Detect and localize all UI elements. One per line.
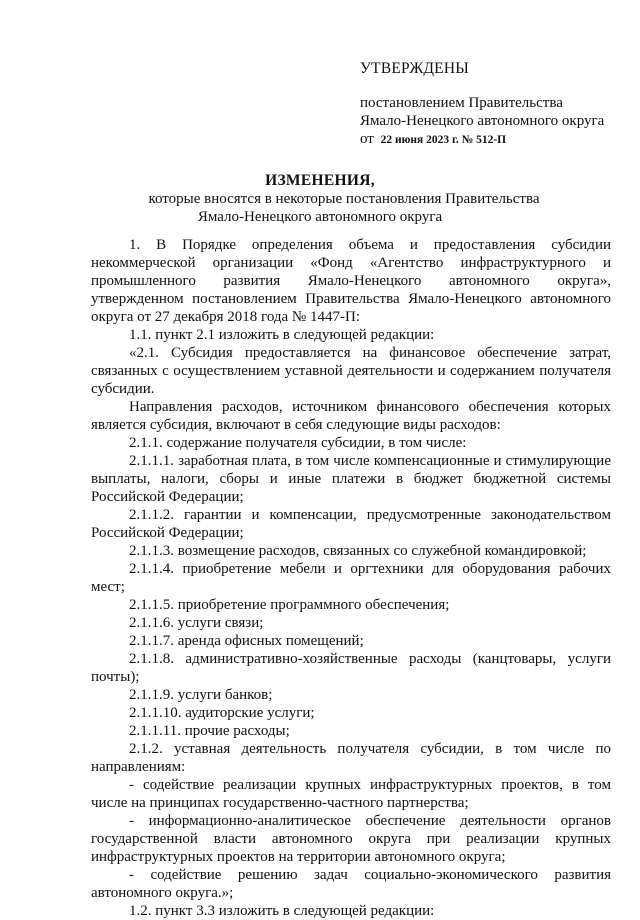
paragraph: - содействие решению задач социально-экономического развития автономного округа.»; <box>91 867 611 901</box>
heading-title: ИЗМЕНЕНИЯ, <box>265 172 375 189</box>
approval-title: УТВЕРЖДЕНЫ <box>360 60 469 77</box>
approval-line-2: Ямало-Ненецкого автономного округа <box>360 113 605 129</box>
document-body <box>91 236 611 920</box>
heading-subtitle-1: которые вносятся в некоторые постановления Правительства <box>148 191 540 207</box>
paragraph: 2.1.2. уставная деятельность получателя субсидии, в том числе по направлениям: <box>91 741 611 775</box>
approval-date-prefix: от <box>360 131 374 147</box>
paragraph: 2.1.1.6. услуги связи; <box>129 615 264 631</box>
approval-date <box>360 130 630 149</box>
paragraph: 2.1.1.4. приобретение мебели и оргтехники для оборудования рабочих мест; <box>91 561 611 595</box>
approval-stamp <box>360 60 630 149</box>
approval-line-1: постановлением Правительства <box>360 95 563 111</box>
paragraph: 2.1.1. содержание получателя субсидии, в том числе: <box>129 435 467 451</box>
paragraph: 2.1.1.10. аудиторские услуги; <box>129 705 315 721</box>
heading-subtitle-2: Ямало-Ненецкого автономного округа <box>197 209 443 225</box>
paragraph: 1.1. пункт 2.1 изложить в следующей редакции: <box>129 327 435 343</box>
paragraph: Направления расходов, источником финансового обеспечения которых является субсидия, включают в себя следующие виды расходов: <box>91 399 611 433</box>
paragraph: 1.2. пункт 3.3 изложить в следующей редакции: <box>129 903 435 919</box>
paragraph: 2.1.1.5. приобретение программного обеспечения; <box>129 597 450 613</box>
paragraph: 2.1.1.1. заработная плата, в том числе компенсационные и стимулирующие выплаты, налоги, сборы и иные платежи в бюджет бюджетной системы Российской Федерации; <box>91 453 611 505</box>
approval-date-value: 22 июня 2023 г. № 512-П <box>380 134 507 146</box>
paragraph: 2.1.1.8. административно-хозяйственные расходы (канцтовары, услуги почты); <box>91 651 611 685</box>
paragraph: - содействие реализации крупных инфраструктурных проектов, в том числе на принципах государственно-частного партнерства; <box>91 777 611 811</box>
paragraph: 2.1.1.7. аренда офисных помещений; <box>129 633 364 649</box>
paragraph: 2.1.1.3. возмещение расходов, связанных со служебной командировкой; <box>129 543 587 559</box>
paragraph: 2.1.1.11. прочие расходы; <box>129 723 290 739</box>
paragraph: - информационно-аналитическое обеспечение деятельности органов государственной власти автономного округа при реализации крупных инфраструктурных проектов на территории автономного округа; <box>91 813 611 865</box>
paragraph: 2.1.1.2. гарантии и компенсации, предусмотренные законодательством Российской Федерации; <box>91 507 611 541</box>
paragraph: «2.1. Субсидия предоставляется на финансовое обеспечение затрат, связанных с осуществлением уставной деятельности и содержанием получателя субсидии. <box>91 345 611 397</box>
paragraph: 1. В Порядке определения объема и предоставления субсидии некоммерческой организации «Фонд «Агентство инфраструктурного и промышленного развития Ямало-Ненецкого автономного округа», утвержденном постановлением Правительства Ямало-Ненецкого автономного округа от 27 декабря 2018 года № 1447-П: <box>91 237 611 325</box>
document-heading <box>0 172 640 226</box>
paragraph: 2.1.1.9. услуги банков; <box>129 687 273 703</box>
